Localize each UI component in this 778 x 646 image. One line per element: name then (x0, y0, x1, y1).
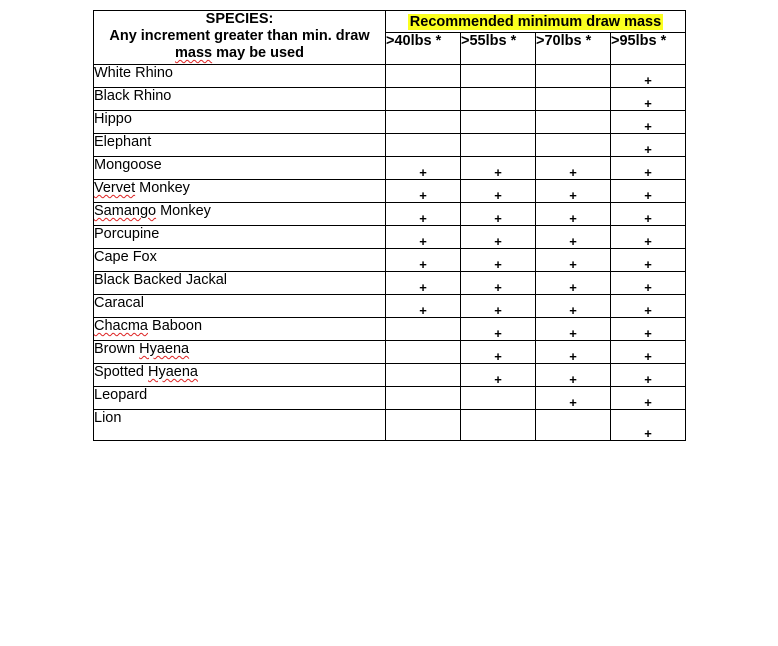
mark-cell (461, 180, 536, 203)
species-name (94, 318, 386, 341)
plus-mark: + (494, 303, 502, 318)
plus-mark: + (419, 257, 427, 272)
plus-mark: + (494, 280, 502, 295)
mass-header-highlight: Recommended minimum draw mass (409, 13, 662, 30)
mark-cell (611, 180, 686, 203)
species-name (94, 88, 386, 111)
species-name-part: Monkey (135, 180, 190, 196)
mark-cell (536, 65, 611, 88)
mark-cell (461, 410, 536, 441)
mark-cell (611, 203, 686, 226)
mark-cell (386, 203, 461, 226)
species-name (94, 295, 386, 318)
species-note-rest: may be used (212, 45, 304, 61)
species-name-part: Black Rhino (94, 88, 172, 104)
species-name-part: Caracal (94, 295, 144, 311)
mark-cell (611, 410, 686, 441)
species-name-part: Leopard (94, 387, 148, 403)
table-row (94, 295, 686, 318)
mark-cell (461, 203, 536, 226)
mark-cell (611, 341, 686, 364)
species-title: SPECIES: (205, 11, 274, 27)
mark-cell (461, 111, 536, 134)
plus-mark: + (644, 211, 652, 226)
species-name (94, 364, 386, 387)
mark-cell (536, 387, 611, 410)
table-row (94, 157, 686, 180)
mark-cell (611, 88, 686, 111)
species-rows (94, 65, 686, 441)
plus-mark: + (494, 372, 502, 387)
plus-mark: + (644, 234, 652, 249)
species-name (94, 134, 386, 157)
mark-cell (611, 249, 686, 272)
plus-mark: + (569, 257, 577, 272)
plus-mark: + (494, 234, 502, 249)
mark-cell (461, 364, 536, 387)
species-name (94, 180, 386, 203)
plus-mark: + (419, 165, 427, 180)
mark-cell (536, 364, 611, 387)
plus-mark: + (644, 96, 652, 111)
species-name-part: Hyaena (139, 341, 190, 357)
mark-cell (536, 157, 611, 180)
mark-cell (386, 88, 461, 111)
mark-cell (536, 410, 611, 441)
species-name (94, 203, 386, 226)
mark-cell (461, 249, 536, 272)
mark-cell (536, 226, 611, 249)
species-name-part: White Rhino (94, 65, 173, 81)
table-row (94, 364, 686, 387)
species-name (94, 410, 386, 441)
species-note-underlined-word: mass (175, 45, 213, 61)
mark-cell (611, 318, 686, 341)
plus-mark: + (569, 280, 577, 295)
species-name (94, 249, 386, 272)
species-name-part: Samango (94, 203, 157, 219)
plus-mark: + (569, 165, 577, 180)
mark-cell (611, 387, 686, 410)
header-row-1 (94, 11, 686, 33)
plus-mark: + (494, 188, 502, 203)
mark-cell (611, 226, 686, 249)
species-name (94, 111, 386, 134)
mark-cell (461, 157, 536, 180)
mark-cell (536, 88, 611, 111)
table-row (94, 88, 686, 111)
species-name-part: Baboon (148, 318, 203, 334)
plus-mark: + (494, 349, 502, 364)
species-name (94, 157, 386, 180)
mass-column-70: >70lbs * (536, 33, 611, 65)
mark-cell (611, 111, 686, 134)
mark-cell (536, 180, 611, 203)
mark-cell (386, 318, 461, 341)
mark-cell (611, 65, 686, 88)
species-header (94, 11, 386, 65)
table-row (94, 410, 686, 441)
mark-cell (386, 410, 461, 441)
mark-cell (386, 157, 461, 180)
plus-mark: + (644, 73, 652, 88)
plus-mark: + (644, 280, 652, 295)
plus-mark: + (419, 188, 427, 203)
species-name-part: Monkey (156, 203, 211, 219)
mark-cell (536, 111, 611, 134)
mark-cell (386, 249, 461, 272)
table-row (94, 249, 686, 272)
mark-cell (461, 134, 536, 157)
mark-cell (536, 203, 611, 226)
plus-mark: + (494, 165, 502, 180)
plus-mark: + (644, 303, 652, 318)
plus-mark: + (569, 326, 577, 341)
plus-mark: + (569, 349, 577, 364)
species-name-part: Elephant (94, 134, 152, 150)
mark-cell (386, 272, 461, 295)
mark-cell (386, 111, 461, 134)
plus-mark: + (494, 211, 502, 226)
plus-mark: + (644, 349, 652, 364)
mark-cell (386, 226, 461, 249)
mark-cell (461, 341, 536, 364)
mark-cell (611, 295, 686, 318)
mark-cell (611, 157, 686, 180)
plus-mark: + (644, 165, 652, 180)
plus-mark: + (419, 303, 427, 318)
mark-cell (386, 65, 461, 88)
table-row (94, 65, 686, 88)
draw-mass-table (93, 10, 686, 441)
plus-mark: + (419, 211, 427, 226)
mark-cell (386, 341, 461, 364)
plus-mark: + (644, 426, 652, 441)
mark-cell (461, 272, 536, 295)
species-name (94, 65, 386, 88)
plus-mark: + (569, 372, 577, 387)
species-name-part: Hyaena (148, 364, 198, 380)
species-name-part: Porcupine (94, 226, 160, 242)
mark-cell (536, 249, 611, 272)
plus-mark: + (419, 280, 427, 295)
species-name (94, 226, 386, 249)
plus-mark: + (419, 234, 427, 249)
mark-cell (461, 65, 536, 88)
plus-mark: + (569, 188, 577, 203)
mark-cell (536, 134, 611, 157)
mass-column-95: >95lbs * (611, 33, 686, 65)
mark-cell (461, 295, 536, 318)
mass-column-40: >40lbs * (386, 33, 461, 65)
plus-mark: + (569, 234, 577, 249)
species-note-line-1: Any increment greater than min. draw (109, 28, 370, 44)
plus-mark: + (569, 303, 577, 318)
mass-column-55: >55lbs * (461, 33, 536, 65)
mark-cell (611, 134, 686, 157)
plus-mark: + (644, 142, 652, 157)
table-row (94, 341, 686, 364)
table-row (94, 180, 686, 203)
plus-mark: + (569, 211, 577, 226)
mark-cell (536, 272, 611, 295)
mark-cell (386, 134, 461, 157)
plus-mark: + (644, 257, 652, 272)
plus-mark: + (644, 119, 652, 134)
species-name-part: Chacma (94, 318, 148, 334)
mark-cell (536, 318, 611, 341)
mark-cell (386, 295, 461, 318)
species-name (94, 272, 386, 295)
mark-cell (386, 364, 461, 387)
mark-cell (536, 295, 611, 318)
table-row (94, 272, 686, 295)
species-name-part: Black Backed Jackal (94, 272, 227, 288)
plus-mark: + (644, 372, 652, 387)
table-row (94, 134, 686, 157)
mark-cell (536, 341, 611, 364)
plus-mark: + (644, 326, 652, 341)
mark-cell (461, 88, 536, 111)
table-row (94, 387, 686, 410)
table-row (94, 226, 686, 249)
table-row (94, 318, 686, 341)
mark-cell (611, 272, 686, 295)
mark-cell (386, 387, 461, 410)
species-name-part: Hippo (94, 111, 132, 127)
species-note-line-2 (94, 45, 385, 62)
plus-mark: + (644, 188, 652, 203)
mark-cell (461, 387, 536, 410)
plus-mark: + (644, 395, 652, 410)
plus-mark: + (494, 326, 502, 341)
species-name-part: Brown (94, 341, 140, 357)
mark-cell (611, 364, 686, 387)
species-name-part: Spotted (94, 364, 149, 380)
mark-cell (386, 180, 461, 203)
mass-header (386, 11, 686, 33)
table-row (94, 111, 686, 134)
plus-mark: + (569, 395, 577, 410)
mark-cell (461, 226, 536, 249)
species-name (94, 387, 386, 410)
species-name-part: Mongoose (94, 157, 162, 173)
species-name-part: Lion (94, 410, 122, 426)
table-row (94, 203, 686, 226)
species-name-part: Cape Fox (94, 249, 157, 265)
mark-cell (461, 318, 536, 341)
plus-mark: + (494, 257, 502, 272)
species-name-part: Vervet (94, 180, 136, 196)
species-name (94, 341, 386, 364)
